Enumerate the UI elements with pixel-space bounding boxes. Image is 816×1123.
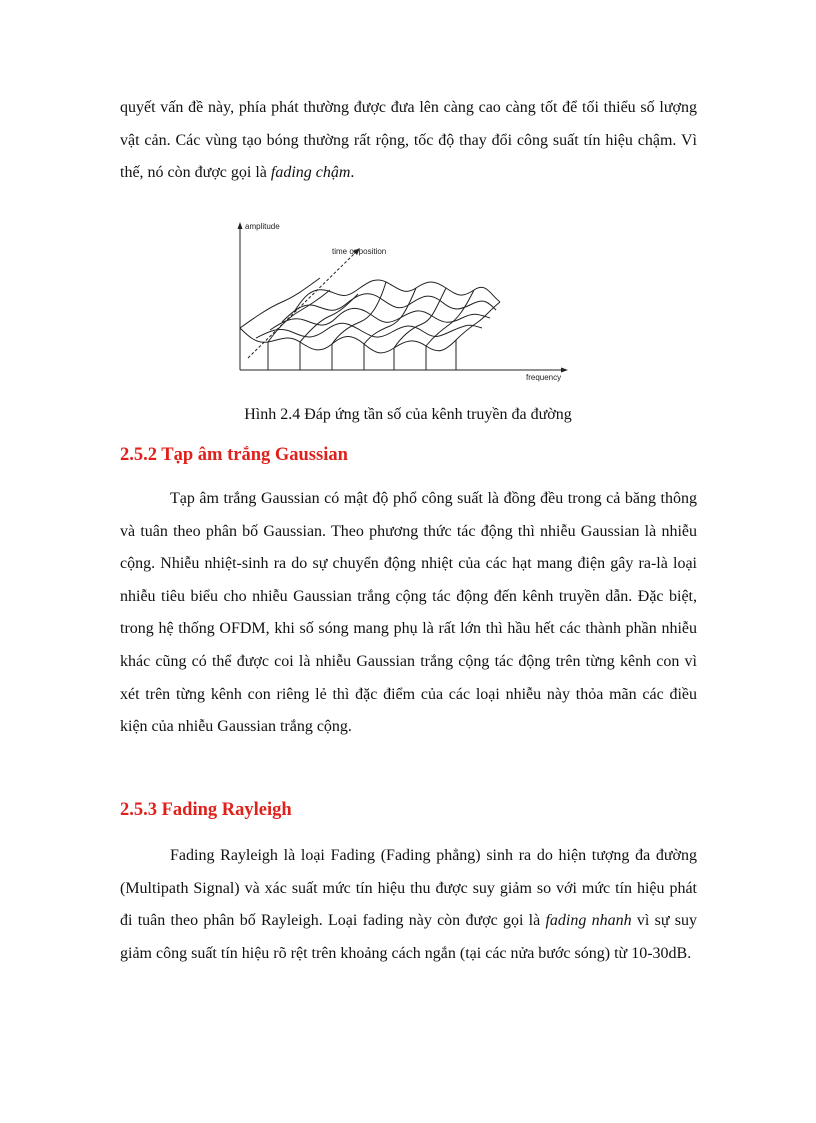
intro-line-2: vật cản. Các vùng tạo bóng thường rất rộng, tốc độ thay đổi công suất tín hiệu chậm. Vì xyxy=(120,131,697,149)
amplitude-axis-arrow xyxy=(238,222,243,229)
cross-line-1 xyxy=(240,278,320,328)
para-line: cộng. Nhiễu nhiệt-sinh ra do sự chuyển động nhiệt của các hạt mang điện gây ra-là loại xyxy=(120,555,697,573)
frequency-label: frequency xyxy=(526,373,562,382)
intro-paragraph xyxy=(120,92,697,190)
amplitude-label: amplitude xyxy=(245,222,280,231)
section-2-5-2-paragraph xyxy=(120,483,697,744)
section-heading-2-5-3: 2.5.3 Fading Rayleigh xyxy=(120,800,292,820)
para-line: xét trên từng kênh con riêng lẻ thì đặc điểm của các loại nhiễu này thỏa mãn các điều xyxy=(120,685,697,703)
cross-line-6 xyxy=(394,288,446,348)
intro-line-3 xyxy=(120,157,697,190)
para-text-end: vì sự suy xyxy=(631,912,698,930)
section-heading-2-5-2: 2.5.2 Tạp âm trắng Gaussian xyxy=(120,445,348,465)
section-2-5-3-paragraph xyxy=(120,840,697,970)
figure-caption: Hình 2.4 Đáp ứng tần số của kênh truyền đa đường xyxy=(244,406,572,423)
intro-line-3-text: thế, nó còn được gọi là xyxy=(120,164,271,182)
time-position-label: time or position xyxy=(332,247,387,256)
cross-line-5 xyxy=(364,288,416,344)
para-line: giảm công suất tín hiệu rõ rệt trên khoảng cách ngắn (tại các nửa bước sóng) từ 10-30dB. xyxy=(120,944,692,962)
intro-line-3-end: . xyxy=(350,164,355,182)
para-line: Tạp âm trắng Gaussian có mật độ phổ công suất là đồng đều trong cả băng thông xyxy=(170,490,697,507)
para-line: (Multipath Signal) và xác suất mức tín hiệu thu được suy giảm so với mức tín hiệu phát xyxy=(120,879,697,897)
cross-line-4 xyxy=(332,282,386,344)
frequency-axis-arrow xyxy=(561,368,568,373)
para-line: Fading Rayleigh là loại Fading (Fading phẳng) sinh ra do hiện tượng đa đường xyxy=(170,847,697,864)
para-line: và tuân theo phân bố Gaussian. Theo phương thức tác động thì nhiễu Gaussian là nhiễu xyxy=(120,522,697,540)
figure-drawing xyxy=(234,218,572,386)
para-line: trong hệ thống OFDM, khi số sóng mang phụ là rất lớn thì hầu hết các thành phần nhiễu xyxy=(120,620,697,638)
para-line: kiện của nhiễu Gaussian trắng cộng. xyxy=(120,718,352,736)
multipath-frequency-response-figure xyxy=(234,218,572,386)
para-text: đi tuân theo phân bố Rayleigh. Loại fading này còn được gọi là xyxy=(120,912,546,930)
intro-emphasis-fading-cham: fading chậm xyxy=(270,164,351,182)
para-line-with-emphasis xyxy=(120,905,697,938)
para-line: khác cũng có thể được coi là nhiễu Gaussian trắng cộng tác động trên từng kênh con vì xyxy=(120,652,697,670)
cross-line-2 xyxy=(268,290,330,342)
cross-line-7 xyxy=(426,290,474,346)
intro-line-1: quyết vấn đề này, phía phát thường được đưa lên càng cao càng tốt để tối thiểu số lượng xyxy=(120,99,697,116)
surface-line-3 xyxy=(270,308,490,330)
para-line: nhiễu tiêu biểu cho nhiễu Gaussian trắng cộng tác động đến kênh truyền dẫn. Đặc biệt, xyxy=(120,587,697,605)
emphasis-fading-nhanh: fading nhanh xyxy=(545,912,632,930)
